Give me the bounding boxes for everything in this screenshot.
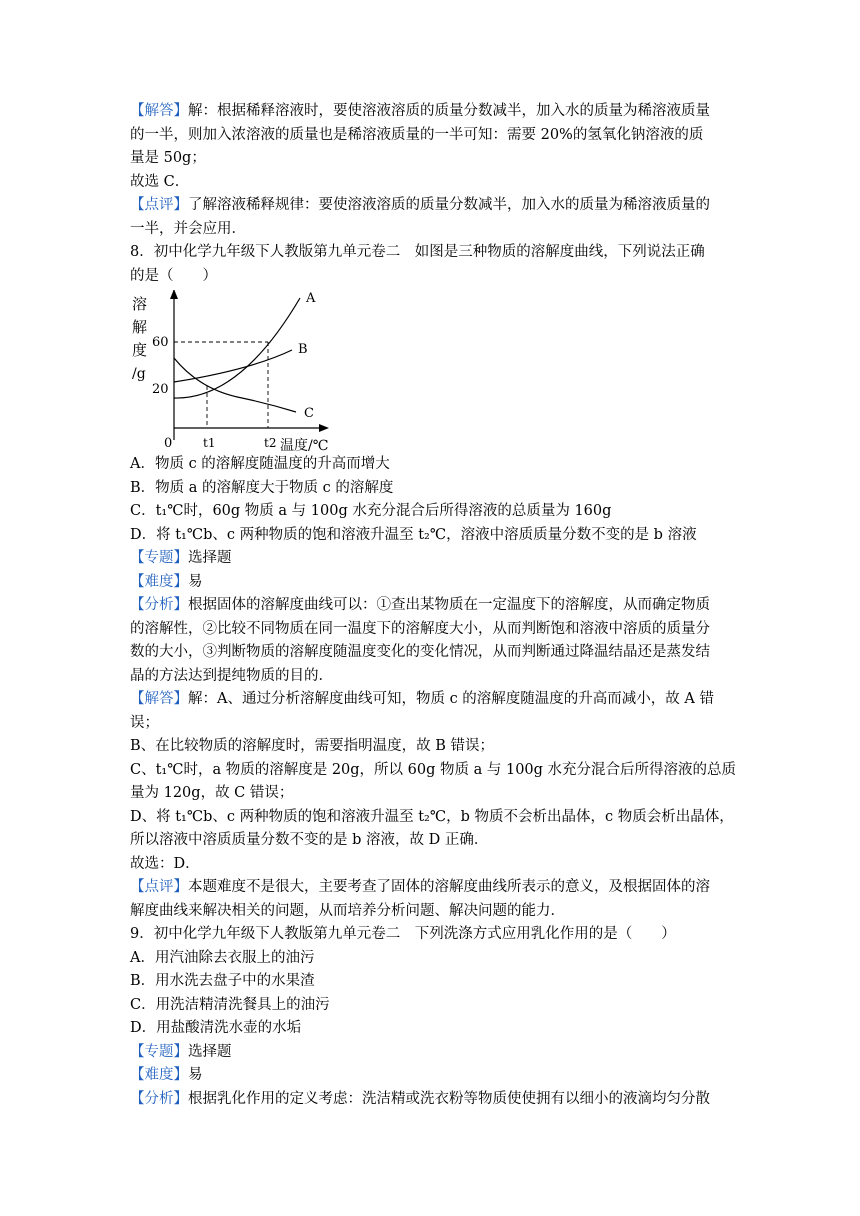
text-line	[130, 218, 730, 242]
curve-c	[174, 358, 296, 412]
text-line	[130, 194, 730, 218]
text-line	[130, 806, 734, 830]
x-tick-t1: t1	[203, 436, 216, 450]
section-tag: 【解答】	[130, 691, 188, 707]
text-line	[130, 829, 730, 853]
text-block-bottom	[130, 453, 737, 1111]
line-text: A．用汽油除去衣服上的油污	[130, 949, 315, 966]
text-line	[130, 688, 730, 712]
text-line	[130, 1041, 730, 1065]
text-line	[130, 171, 730, 195]
curve-a	[174, 298, 300, 398]
text-line	[130, 1088, 730, 1112]
line-text: 误；	[130, 714, 159, 731]
line-text: 易	[188, 573, 203, 590]
section-tag: 【难度】	[130, 573, 188, 590]
curve-b	[174, 350, 292, 382]
line-text: 的一半，则加入浓溶液的质量也是稀溶液质量的一半可知：需要 20%的氢氧化钠溶液的质	[130, 126, 704, 143]
line-text: C．t₁℃时，60g 物质 a 与 100g 水充分混合后所得溶液的总质量为 160g	[130, 503, 612, 519]
line-text: 所以溶液中溶质质量分数不变的是 b 溶液，故 D 正确．	[130, 832, 489, 848]
line-text: D．用盐酸清洗水壶的水垢	[130, 1020, 302, 1036]
line-text: 量是 50g；	[130, 150, 206, 166]
line-text: 解：根据稀释溶液时，要使溶液溶质的质量分数减半，加入水的质量为稀溶液质量	[188, 103, 710, 119]
line-text: 了解溶液稀释规律：要使溶液溶质的质量分数减半，加入水的质量为稀溶液质量的	[188, 197, 710, 213]
curve-label-c: C	[304, 406, 314, 421]
text-line	[130, 641, 730, 665]
text-line	[130, 853, 730, 877]
line-text: D．将 t₁℃b、c 两种物质的饱和溶液升温至 t₂℃，溶液中溶质质量分数不变的是 b 溶液	[130, 526, 697, 543]
text-line	[130, 477, 730, 501]
document-page	[130, 100, 737, 1111]
section-tag: 【点评】	[130, 197, 188, 213]
line-text: 选择题	[188, 1043, 232, 1060]
section-tag: 【难度】	[130, 1067, 188, 1083]
y-tick-20: 20	[152, 382, 169, 397]
curve-label-a: A	[306, 291, 316, 306]
text-line	[130, 571, 730, 595]
section-tag: 【点评】	[130, 879, 188, 895]
line-text: C．用洗洁精清洗餐具上的油污	[130, 996, 330, 1013]
line-text: 9．初中化学九年级下人教版第九单元卷二 下列洗涤方式应用乳化作用的是（ ）	[130, 926, 676, 942]
text-line	[130, 782, 730, 806]
text-line	[130, 500, 730, 524]
y-tick-60: 60	[152, 335, 169, 350]
line-text: 解度曲线来解决相关的问题，从而培养分析问题、解决问题的能力．	[130, 902, 565, 919]
solubility-curve-diagram	[130, 290, 330, 453]
text-line	[130, 712, 730, 736]
text-line	[130, 665, 730, 689]
line-text: 解：A、通过分析溶解度曲线可知，物质 c 的溶解度随温度的升高而减小，故 A 错	[188, 691, 714, 707]
section-tag: 【解答】	[130, 103, 188, 119]
text-line	[130, 994, 730, 1018]
line-text: 8．初中化学九年级下人教版第九单元卷二 如图是三种物质的溶解度曲线，下列说法正确	[130, 244, 705, 260]
solubility-figure	[130, 290, 730, 453]
ylabel-char: 解	[132, 318, 148, 336]
x-tick-t2: t2	[264, 436, 277, 450]
x-axis-label: 温度/℃	[280, 438, 329, 453]
section-tag: 【专题】	[130, 550, 188, 566]
line-text: 晶的方法达到提纯物质的目的．	[130, 667, 333, 684]
text-line	[130, 547, 730, 571]
y-axis-arrow	[170, 290, 178, 299]
text-line	[130, 100, 730, 124]
line-text: 根据乳化作用的定义考虑：洗洁精或洗衣粉等物质使使拥有以细小的液滴均匀分散	[188, 1090, 710, 1107]
line-text: D、将 t₁℃b、c 两种物质的饱和溶液升温至 t₂℃，b 物质不会析出晶体，c 物质会析出晶体，	[130, 808, 734, 825]
ylabel-char: 溶	[132, 295, 148, 313]
text-line	[130, 947, 730, 971]
line-text: C、t₁℃时，a 物质的溶解度是 20g，所以 60g 物质 a 与 100g 水充分混合后所得溶液的总质	[130, 761, 737, 778]
text-line	[130, 900, 730, 924]
line-text: 量为 120g，故 C 错误；	[130, 785, 294, 801]
line-text: 数的大小，③判断物质的溶解度随温度变化的变化情况，从而判断通过降温结晶还是蒸发结	[130, 644, 710, 660]
line-text: 根据固体的溶解度曲线可以：①查出某物质在一定温度下的溶解度，从而确定物质	[188, 597, 710, 613]
line-text: 故选：D．	[130, 855, 200, 872]
section-tag: 【专题】	[130, 1043, 188, 1060]
line-text: 的是（ ）	[130, 267, 217, 284]
line-text: B．物质 a 的溶解度大于物质 c 的溶解度	[130, 479, 394, 496]
text-line	[130, 241, 730, 265]
text-line	[130, 524, 730, 548]
text-line	[130, 923, 730, 947]
line-text: 一半，并会应用．	[130, 220, 246, 237]
text-line	[130, 1017, 730, 1041]
text-line	[130, 876, 730, 900]
origin-label: 0	[164, 436, 173, 451]
line-text: 易	[188, 1067, 203, 1083]
text-line	[130, 594, 730, 618]
line-text: 本题难度不是很大，主要考查了固体的溶解度曲线所表示的意义，及根据固体的溶	[188, 879, 710, 895]
line-text: 的溶解性，②比较不同物质在同一温度下的溶解度大小，从而判断饱和溶液中溶质的质量分	[130, 620, 710, 637]
line-text: B、在比较物质的溶解度时，需要指明温度，故 B 错误；	[130, 738, 495, 754]
line-text: 故选 C．	[130, 173, 190, 190]
text-line	[130, 759, 737, 783]
curve-label-b: B	[298, 342, 308, 357]
text-line	[130, 735, 730, 759]
text-line	[130, 618, 730, 642]
text-block-top	[130, 100, 730, 288]
text-line	[130, 124, 730, 148]
text-line	[130, 970, 730, 994]
section-tag: 【分析】	[130, 1090, 188, 1107]
text-line	[130, 453, 730, 477]
section-tag: 【分析】	[130, 597, 188, 613]
line-text: 选择题	[188, 550, 232, 566]
text-line	[130, 147, 730, 171]
line-text: A．物质 c 的溶解度随温度的升高而增大	[130, 456, 390, 472]
text-line	[130, 265, 730, 289]
x-axis-arrow	[319, 424, 329, 432]
text-line	[130, 1064, 730, 1088]
line-text: B．用水洗去盘子中的水果渣	[130, 973, 315, 989]
ylabel-char: 度	[132, 341, 148, 359]
ylabel-char: /g	[132, 366, 146, 382]
